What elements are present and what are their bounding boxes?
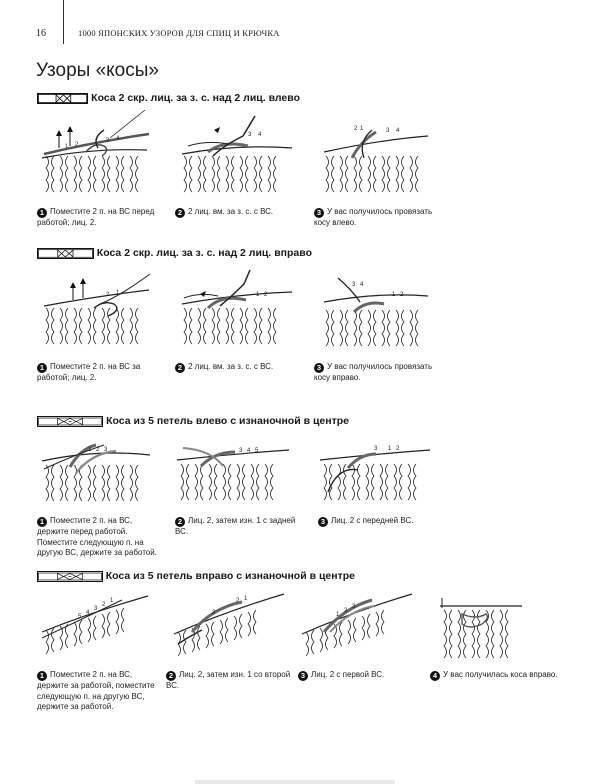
step-number-badge: 2	[166, 671, 176, 681]
step-text: Лиц. 2, затем изн. 1 со второй ВС.	[166, 670, 291, 690]
step-2-2-illustration	[178, 268, 296, 356]
step-number-badge: 2	[175, 208, 185, 218]
stitch-label: 3	[386, 128, 390, 134]
step-number-badge: 1	[37, 208, 47, 218]
step-4-4	[430, 670, 570, 681]
step-2-3	[314, 362, 449, 384]
stitch-label: 2	[396, 446, 400, 452]
step-2-2	[175, 362, 310, 373]
step-2-1	[37, 362, 172, 384]
header-divider	[63, 0, 64, 44]
step-number-badge: 1	[37, 517, 47, 527]
step-4-1-illustration	[40, 590, 155, 670]
step-2-1-illustration	[40, 272, 155, 357]
step-number-badge: 2	[175, 517, 185, 527]
section-3-title: Коса из 5 петель влево с изнаночной в центре	[106, 415, 349, 427]
stitch-label: 4	[258, 132, 262, 138]
stitch-label: 2	[264, 292, 268, 298]
step-4-3-illustration	[300, 590, 418, 670]
running-title: 1000 ЯПОНСКИХ УЗОРОВ ДЛЯ СПИЦ И КРЮЧКА	[78, 28, 280, 38]
stitch-label: 4	[396, 128, 400, 134]
step-text: 2 лиц. вм. за з. с. с ВС.	[188, 207, 274, 216]
step-text: Поместите 2 п. на ВС, держите перед работой. Поместите следующую п. на другую ВС, держите за работой.	[37, 516, 157, 557]
stitch-label: 4	[86, 610, 90, 616]
step-2-3-illustration	[320, 272, 432, 356]
stitch-label: 3	[212, 610, 216, 616]
step-text: 2 лиц. вм. за з. с. с ВС.	[188, 362, 274, 371]
step-text: Лиц. 2 с первой ВС.	[311, 670, 385, 679]
step-4-4-illustration	[438, 596, 528, 668]
step-text: Лиц. 2, затем изн. 1 с задней ВС.	[175, 516, 296, 536]
stitch-label: 2	[75, 142, 79, 148]
stitch-label: 1	[388, 446, 392, 452]
stitch-label: 1	[65, 144, 69, 150]
stitch-label: 4	[116, 136, 120, 142]
step-text: Лиц. 2 с передней ВС.	[331, 516, 414, 525]
step-1-2	[175, 207, 310, 218]
step-number-badge: 2	[175, 363, 185, 373]
stitch-label: 4	[247, 448, 251, 454]
stitch-label: 1	[116, 290, 120, 296]
step-3-3-illustration	[318, 440, 434, 515]
stitch-label: 5	[255, 448, 259, 454]
stitch-label: 2	[96, 447, 100, 453]
step-number-badge: 3	[318, 517, 328, 527]
step-1-2-illustration	[178, 112, 296, 202]
stitch-label: 3	[94, 606, 98, 612]
cable-chart-icon	[37, 416, 103, 427]
step-number-badge: 1	[37, 671, 47, 681]
stitch-label: 3	[104, 447, 108, 453]
step-text: Поместите 2 п. на ВС перед работой; лиц. 2.	[37, 207, 155, 227]
stitch-label: 2	[106, 292, 110, 298]
stitch-label: 3	[106, 138, 110, 144]
cable-chart-icon	[37, 248, 94, 259]
step-3-2	[175, 516, 310, 538]
stitch-label: 3	[352, 282, 356, 288]
step-number-badge: 3	[298, 671, 308, 681]
cable-chart-icon	[37, 571, 103, 582]
section-1-header	[37, 92, 300, 104]
section-4-header	[37, 570, 355, 582]
step-text: Поместите 2 п. на ВС, держите за работой, поместите следующую п. на другую ВС, держите за работой.	[37, 670, 155, 711]
step-text: У вас получилось провязать косу вправо.	[314, 362, 433, 382]
step-1-3	[314, 207, 449, 229]
step-3-3	[318, 516, 448, 527]
page-title: Узоры «косы»	[36, 60, 159, 81]
stitch-label: 1	[110, 598, 114, 604]
stitch-label: 2	[354, 126, 358, 132]
stitch-label: 2	[236, 598, 240, 604]
step-text: У вас получилось провязать косу влево.	[314, 207, 433, 227]
stitch-label: 3	[239, 448, 243, 454]
step-text: Поместите 2 п. на ВС за работой; лиц. 2.	[37, 362, 141, 382]
section-3-header	[37, 415, 349, 427]
section-2-title: Коса 2 скр. лиц. за з. с. над 2 лиц. вправо	[96, 247, 312, 259]
step-3-2-illustration	[175, 442, 295, 514]
step-4-2-illustration	[172, 590, 290, 670]
stitch-label: 1	[360, 126, 364, 132]
section-2-header	[37, 247, 312, 259]
step-1-1	[37, 207, 172, 229]
step-number-badge: 3	[314, 208, 324, 218]
stitch-label: 1	[336, 612, 340, 618]
stitch-label: 1	[256, 292, 260, 298]
page-scroll-indicator	[195, 780, 395, 784]
stitch-label: 2	[102, 602, 106, 608]
step-3-1-illustration	[40, 437, 155, 515]
step-4-3	[298, 670, 423, 681]
section-4-title: Коса из 5 петель вправо с изнаночной в центре	[105, 570, 355, 582]
step-number-badge: 4	[430, 671, 440, 681]
stitch-label: 2	[400, 292, 404, 298]
stitch-label: 3	[352, 604, 356, 610]
page-number: 16	[36, 28, 46, 39]
stitch-label: 2	[344, 608, 348, 614]
step-1-3-illustration	[320, 118, 432, 203]
step-number-badge: 1	[37, 363, 47, 373]
step-3-1	[37, 516, 162, 559]
step-1-1-illustration	[40, 108, 155, 203]
step-4-2	[166, 670, 291, 692]
step-text: У вас получилась коса вправо.	[443, 670, 558, 679]
stitch-label: 1	[244, 596, 248, 602]
stitch-label: 3	[248, 132, 252, 138]
stitch-label: 4	[360, 282, 364, 288]
stitch-label: 3	[374, 446, 378, 452]
step-4-1	[37, 670, 162, 713]
cable-chart-icon	[37, 93, 88, 104]
step-number-badge: 3	[314, 363, 324, 373]
section-1-title: Коса 2 скр. лиц. за з. с. над 2 лиц. влево	[91, 92, 300, 104]
stitch-label: 5	[78, 614, 82, 620]
stitch-label: 1	[88, 447, 92, 453]
stitch-label: 1	[392, 292, 396, 298]
